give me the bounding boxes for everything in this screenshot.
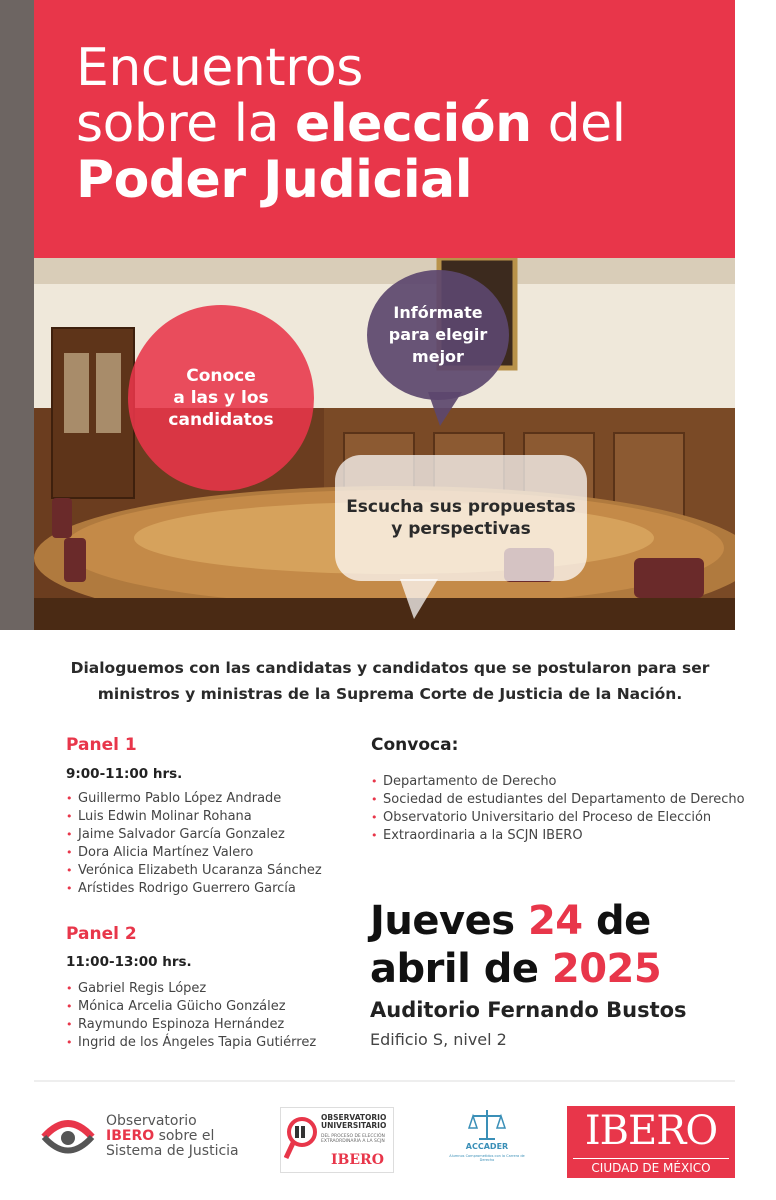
list-item: • Sociedad de estudiantes del Departamento de Derecho — [371, 791, 745, 809]
title-line-3: Poder Judicial — [76, 150, 473, 210]
bubble-line: Conoce — [186, 366, 256, 386]
footer-divider — [34, 1080, 735, 1082]
bubble-line: para elegir — [388, 325, 488, 344]
magnifier-icon — [284, 1116, 320, 1162]
bubble-line: Infórmate — [393, 303, 483, 322]
page-title — [76, 40, 626, 208]
list-item: • Mónica Arcelia Güicho González — [66, 998, 316, 1016]
list-item: • Gabriel Regis López — [66, 980, 316, 998]
ibero-wordmark: IBERO — [584, 1108, 718, 1154]
bubble-escucha-text — [346, 496, 576, 540]
list-item: • Ingrid de los Ángeles Tapia Gutiérrez — [66, 1034, 316, 1052]
date-year: 2025 — [551, 946, 662, 992]
logo-line: Sistema de Justicia — [106, 1143, 239, 1159]
convoca-list — [371, 773, 745, 845]
intro-text — [40, 655, 740, 707]
list-item-continuation: • Extraordinaria a la SCJN IBERO — [371, 827, 745, 845]
accader-logo — [447, 1108, 527, 1168]
logo-line — [106, 1129, 239, 1144]
accader-subtitle: Alumnos Comprometidos con la Carrera de Derecho — [449, 1154, 525, 1162]
observatorio-ibero-logo — [40, 1108, 270, 1168]
panel-2-time: 11:00-13:00 hrs. — [66, 954, 192, 970]
ou-title: OBSERVATORIO UNIVERSITARIO — [321, 1113, 387, 1130]
title-line-1: Encuentros — [76, 38, 363, 98]
ibero-divider — [573, 1158, 729, 1159]
list-item: • Arístides Rodrigo Guerrero García — [66, 880, 322, 898]
event-venue-detail: Edificio S, nivel 2 — [370, 1030, 507, 1049]
event-venue: Auditorio Fernando Bustos — [370, 998, 687, 1022]
bubble-conoce — [128, 305, 314, 491]
date-part: abril de — [370, 946, 552, 992]
panel-1-title: Panel 1 — [66, 735, 137, 755]
bubble-line: y perspectivas — [391, 519, 531, 539]
title-part: sobre la — [76, 94, 296, 154]
title-line-2 — [76, 96, 626, 152]
list-item: • Observatorio Universitario del Proceso de Elección — [371, 809, 745, 827]
date-line-2 — [370, 945, 661, 993]
list-item: • Jaime Salvador García Gonzalez — [66, 826, 322, 844]
logo-ibero-word: IBERO — [106, 1128, 155, 1144]
intro-line: Dialoguemos con las candidatas y candidatos que se postularon para ser — [70, 659, 710, 677]
list-item: • Luis Edwin Molinar Rohana — [66, 808, 322, 826]
panel-1-list — [66, 790, 322, 898]
event-date — [370, 897, 661, 993]
logo-word: sobre el — [154, 1128, 215, 1144]
panel-1-time: 9:00-11:00 hrs. — [66, 766, 183, 782]
list-item: • Guillermo Pablo López Andrade — [66, 790, 322, 808]
bubble-informate-text — [389, 302, 488, 368]
intro-line: ministros y ministras de la Suprema Corte de Justicia de la Nación. — [97, 685, 683, 703]
observatorio-universitario-logo — [280, 1107, 394, 1173]
bubble-line: a las y los — [173, 388, 269, 408]
panel-2-list — [66, 980, 316, 1052]
ou-ibero: IBERO — [331, 1152, 384, 1168]
side-bar — [0, 0, 34, 630]
date-part: Jueves — [370, 898, 528, 944]
bubble-escucha — [335, 455, 587, 581]
convoca-title: Convoca: — [371, 735, 459, 755]
accader-text: ACCADER — [465, 1142, 509, 1151]
list-item: • Dora Alicia Martínez Valero — [66, 844, 322, 862]
bubble-line: mejor — [412, 347, 464, 366]
bubble-conoce-text — [168, 365, 273, 431]
panel-2-title: Panel 2 — [66, 924, 137, 944]
list-item: • Verónica Elizabeth Ucaranza Sánchez — [66, 862, 322, 880]
date-part: de — [582, 898, 651, 944]
observatorio-eye-icon — [40, 1112, 96, 1162]
ou-subtitle: DEL PROCESO DE ELECCIÓN EXTRAORDINARIA A LA SCJN — [321, 1134, 385, 1144]
ibero-logo — [567, 1106, 735, 1178]
date-line-1 — [370, 897, 661, 945]
list-item: • Raymundo Espinoza Hernández — [66, 1016, 316, 1034]
title-part: del — [531, 94, 626, 154]
bubble-line: Escucha sus propuestas — [346, 497, 576, 517]
bubble-line: candidatos — [168, 410, 274, 430]
scales-icon — [467, 1108, 507, 1142]
bubble-informate — [367, 270, 509, 400]
observatorio-text — [106, 1114, 239, 1159]
date-day: 24 — [527, 898, 583, 944]
ibero-subtitle: CIUDAD DE MÉXICO — [591, 1161, 711, 1175]
logo-line: Observatorio — [106, 1113, 197, 1129]
list-item: • Departamento de Derecho — [371, 773, 745, 791]
title-emphasis: elección — [295, 94, 532, 154]
bubble-escucha-tail — [400, 579, 438, 619]
